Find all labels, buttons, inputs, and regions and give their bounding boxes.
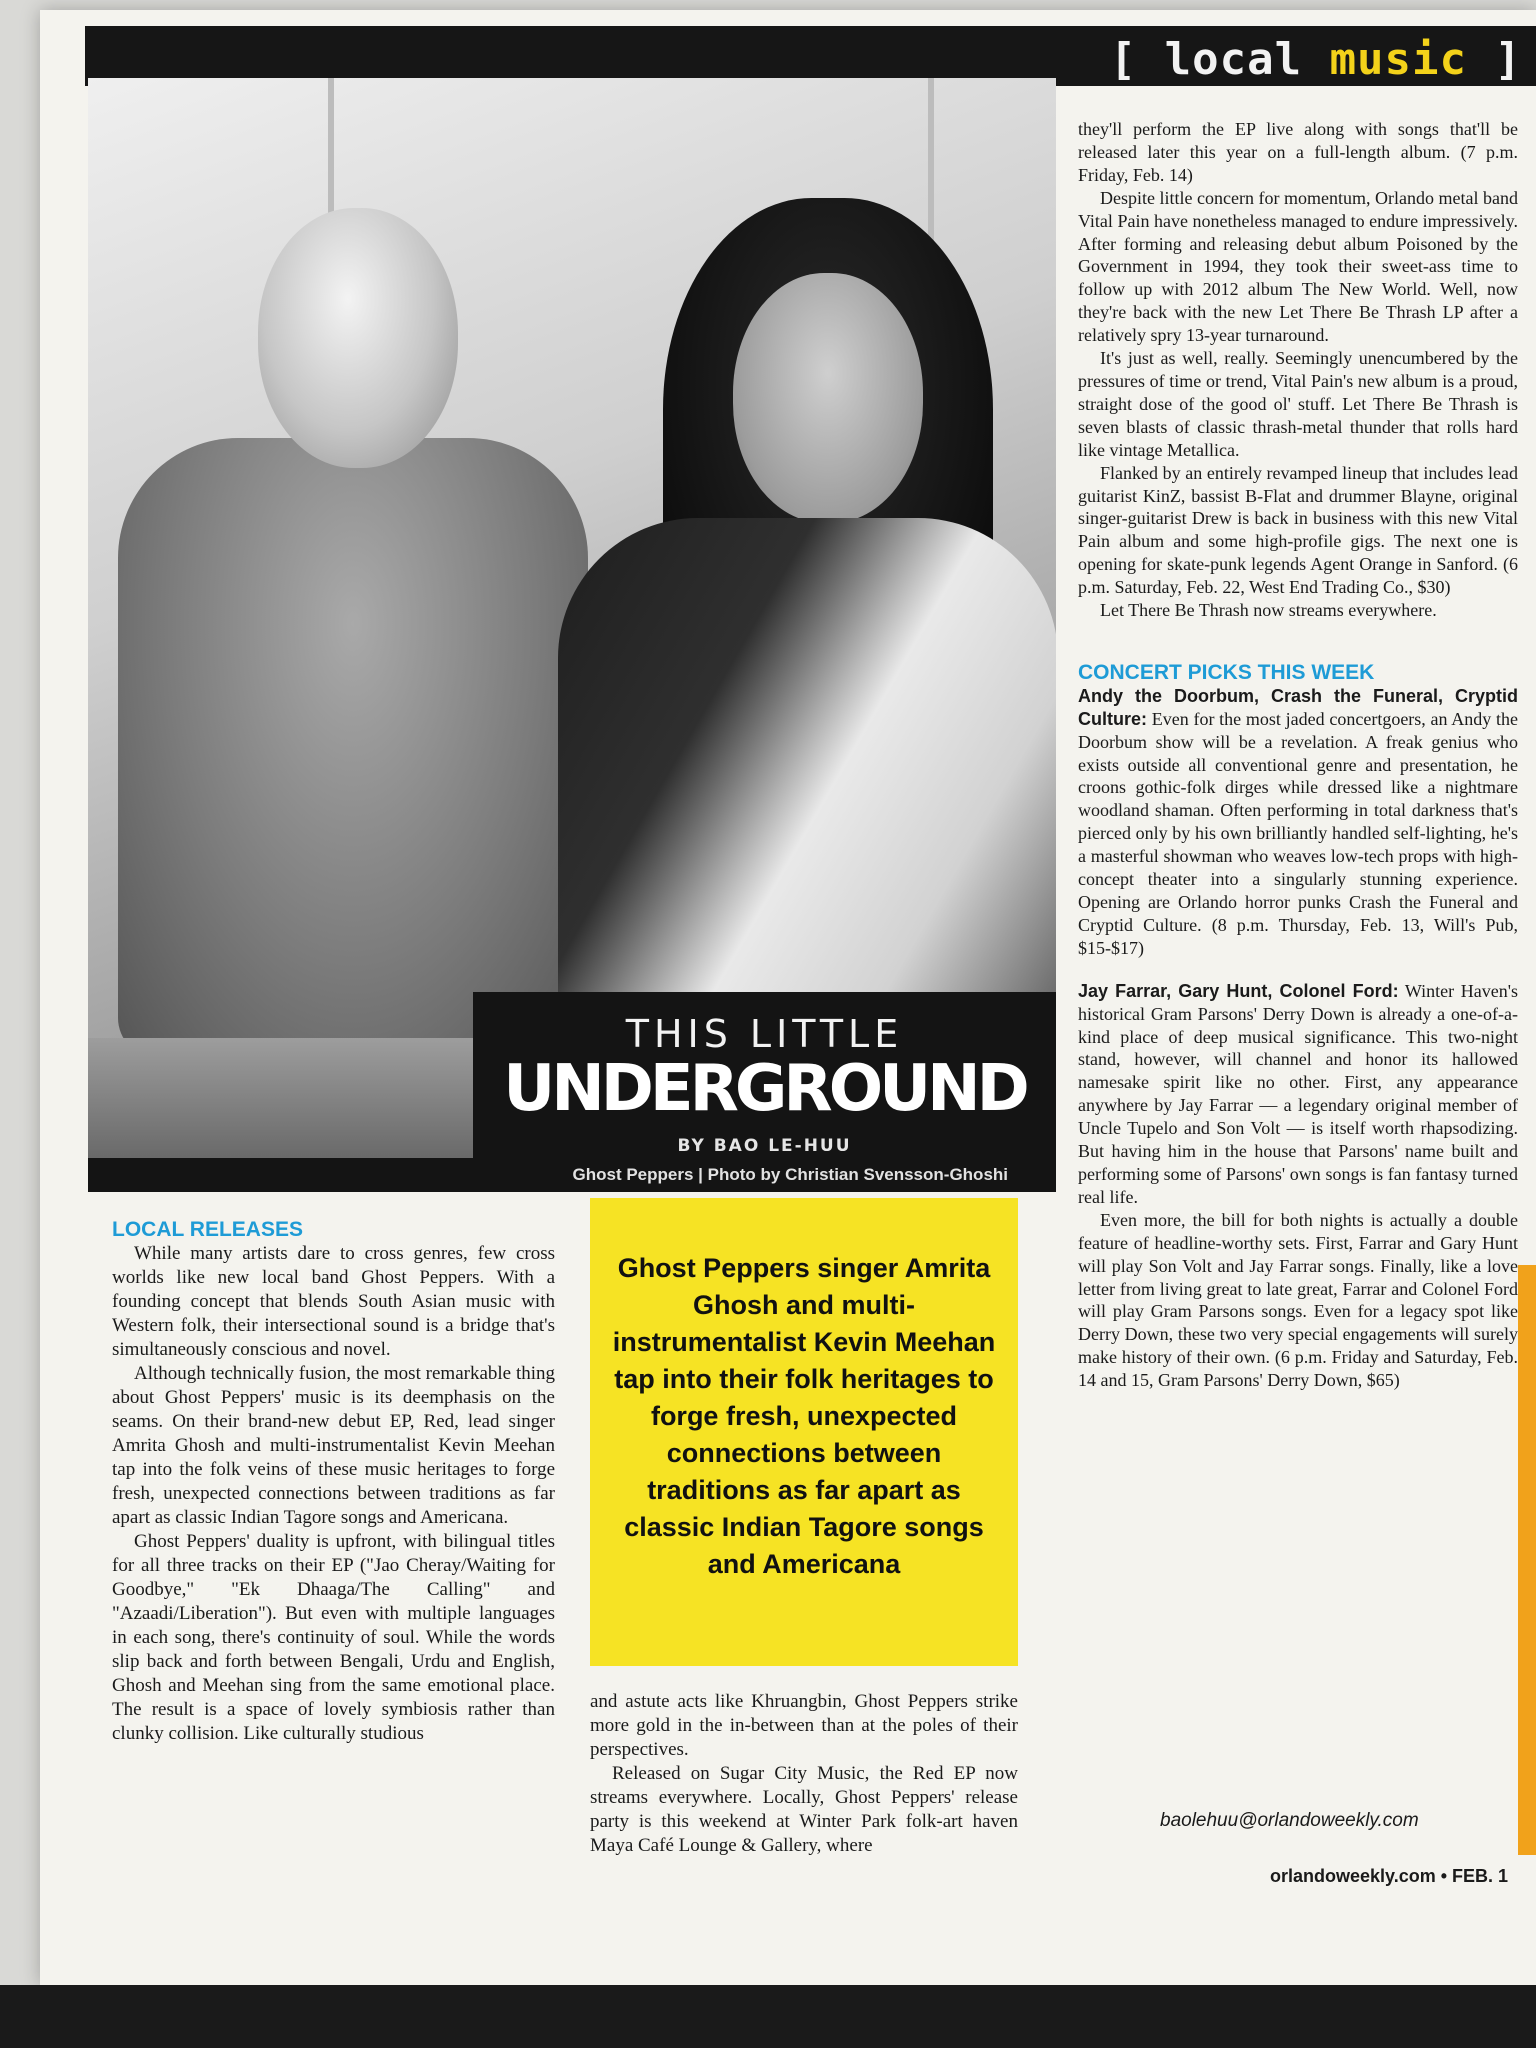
concert-pick-1-body: Even for the most jaded concertgoers, an Andy the Doorbum show will be a revelation. A freak genius who exists outside all conventional genre and presentation, he croons gothic-folk dirges while dressed like a nightmare woodland shaman. Often performing in total darkness that's pierced only by his own brilliantly handled self-lighting, he's a masterful showman who weaves low-tech props with high-concept theater into a singularly stunning experience. Opening are Orlando horror punks Crash the Funeral and Cryptid Culture. (8 p.m. Thursday, Feb. 13, Will's Pub, $15-$17)	[1078, 708, 1518, 958]
concert-pick-2	[1078, 980, 1518, 1209]
paragraph: they'll perform the EP live along with songs that'll be released later this year on a full-length album. (7 p.m. Friday, Feb. 14)	[1078, 119, 1518, 185]
adjacent-page-edge	[1518, 1265, 1536, 1855]
section-word-local: local	[1164, 34, 1303, 85]
paragraph: While many artists dare to cross genres, few cross worlds like new local band Ghost Peppers. With a founding concept that blends South Asian music with Western folk, their intersectional sound is a bridge that's simultaneously conscious and novel.	[112, 1243, 555, 1360]
screen-bezel	[0, 1985, 1536, 2048]
paragraph: It's just as well, really. Seemingly unencumbered by the pressures of time or trend, Vital Pain's new album is a proud, straight dose of the good ol' stuff. Let There Be Thrash is seven blasts of classic thrash-metal thunder that rolls hard like vintage Metallica.	[1078, 348, 1518, 460]
section-word-music: music	[1329, 34, 1468, 85]
headline-line1: THIS LITTLE	[625, 1012, 904, 1056]
photo-figure-man-head	[258, 208, 458, 468]
section-tag	[1110, 34, 1522, 85]
pull-quote-text: Ghost Peppers singer Amrita Ghosh and multi-instrumentalist Kevin Meehan tap into their folk heritages to forge fresh, unexpected connections between traditions as far apart as classic Indian Tagore songs and Americana	[612, 1253, 996, 1579]
paragraph: Ghost Peppers' duality is upfront, with bilingual titles for all three tracks on their EP ("Jao Cheray/Waiting for Goodbye," "Ek Dhaaga/The Calling" and "Azaadi/Liberation"). But even with multiple languages in each song, there's continuity of soul. While the words slip back and forth between Bengali, Urdu and English, Ghosh and Meehan sing from the same emotional place. The result is a space of lovely symbiosis rather than clunky collision. Like culturally studious	[112, 1531, 555, 1744]
concert-pick-1	[1078, 685, 1518, 960]
photo-credit: Ghost Peppers | Photo by Christian Svensson-Ghoshi	[88, 1158, 1056, 1192]
page-footer: orlandoweekly.com • FEB. 1	[1270, 1866, 1509, 1886]
photo-figure-man	[118, 438, 588, 1058]
paragraph: Although technically fusion, the most remarkable thing about Ghost Peppers' music is its deemphasis on the seams. On their brand-new debut EP, Red, lead singer Amrita Ghosh and multi-instrumentalist Kevin Meehan tap into the folk veins of these music heritages to forge fresh, unexpected connections between traditions as far apart as classic Indian Tagore songs and Americana.	[112, 1363, 555, 1528]
photo-figure-woman-face	[733, 273, 923, 523]
concert-pick-2-body: Winter Haven's historical Gram Parsons' Derry Down is already a one-of-a-kind place of deep musical significance. This two-night stand, however, will channel and honor its hallowed namesake spirit like no other. First, any appearance anywhere by Jay Farrar — a legendary original member of Uncle Tupelo and Son Volt — is itself worth rhapsodizing. But having him in the house that Parsons' name built and performing some of Parsons' own songs is fan fantasy turned real life.	[1078, 980, 1518, 1207]
left-column	[112, 1218, 555, 1746]
concert-picks-heading: CONCERT PICKS THIS WEEK	[1078, 660, 1375, 684]
byline: BY BAO LE-HUU	[677, 1136, 852, 1156]
pull-quote	[590, 1198, 1018, 1666]
paragraph: Despite little concern for momentum, Orlando metal band Vital Pain have nonetheless managed to endure impressively. After forming and releasing debut album Poisoned by the Government in 1994, they took their sweet-ass time to follow up with 2012 album The New World. Well, now they're back with the new Let There Be Thrash LP after a relatively spry 13-year turnaround.	[1078, 187, 1518, 346]
right-column	[1078, 118, 1518, 1392]
bracket-open: [	[1109, 34, 1165, 85]
paragraph: and astute acts like Khruangbin, Ghost Peppers strike more gold in the in-between than at the poles of their perspectives.	[590, 1691, 1018, 1760]
concert-pick-1-title: Andy the Doorbum, Crash the Funeral, Cryptid Culture:	[1078, 685, 1518, 729]
concert-pick-2-title: Jay Farrar, Gary Hunt, Colonel Ford:	[1078, 980, 1399, 1001]
middle-column	[590, 1690, 1018, 1858]
author-email: baolehuu@orlandoweekly.com	[1160, 1810, 1419, 1831]
paragraph: Released on Sugar City Music, the Red EP now streams everywhere. Locally, Ghost Peppers' release party is this weekend at Winter Park folk-art haven Maya Café Lounge & Gallery, where	[590, 1763, 1018, 1856]
headline-line2: UNDERGROUND	[503, 1052, 1026, 1126]
local-releases-heading: LOCAL RELEASES	[112, 1218, 303, 1241]
paragraph: Let There Be Thrash now streams everywhere.	[1100, 600, 1437, 621]
section-header	[85, 26, 1536, 86]
paragraph: Even more, the bill for both nights is actually a double feature of headline-worthy sets. First, Farrar and Gary Hunt will play Son Volt and Jay Farrar songs. Finally, like a love letter from living great to late great, Farrar and Colonel Ford will play Gram Parsons songs. Even for a legacy spot like Derry Down, these two very special engagements will surely make history of their own. (6 p.m. Friday and Saturday, Feb. 14 and 15, Gram Parsons' Derry Down, $65)	[1078, 1209, 1518, 1391]
paragraph: Flanked by an entirely revamped lineup that includes lead guitarist KinZ, bassist B-Flat and drummer Blayne, original singer-guitarist Drew is back in business with this new Vital Pain album and some high-profile gigs. The next one is opening for skate-punk legends Agent Orange in Sanford. (6 p.m. Saturday, Feb. 22, West End Trading Co., $30)	[1078, 462, 1518, 598]
bracket-close: ]	[1467, 34, 1522, 85]
